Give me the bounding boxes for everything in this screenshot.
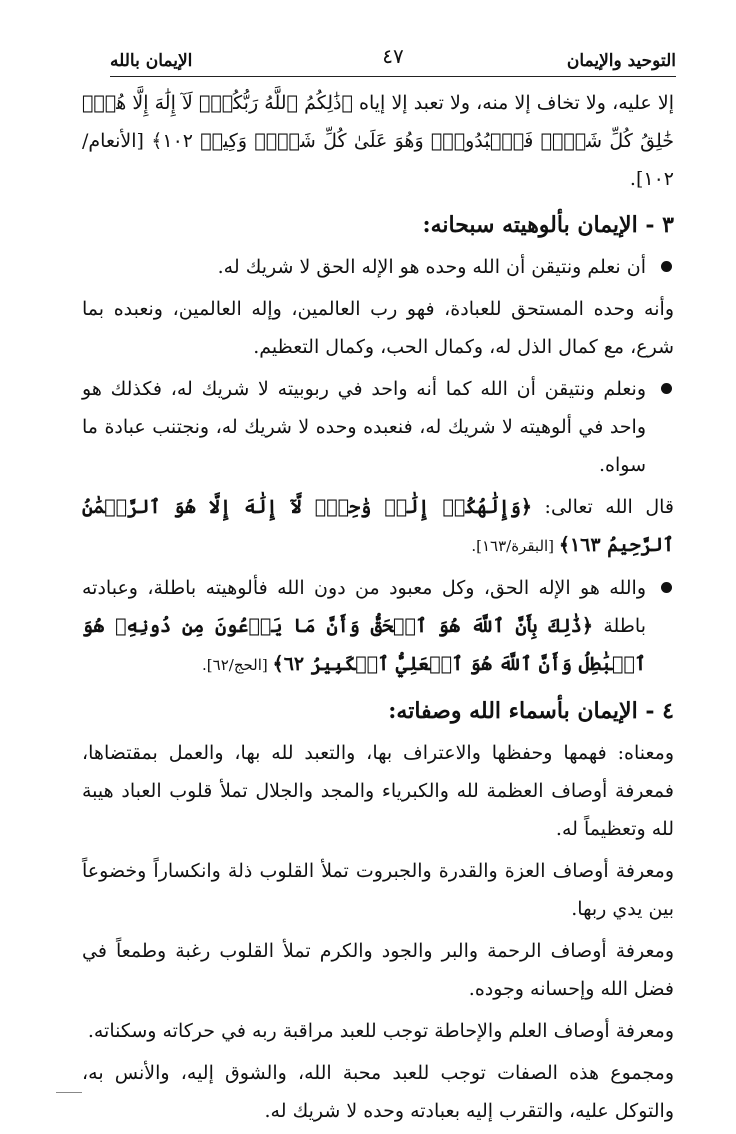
section-title: الإيمان بالله <box>110 51 193 71</box>
paragraph-might: ومعرفة أوصاف العزة والقدرة والجبروت تملأ القلوب ذلة وانكساراً وخضوعاً بين يدي ربها. <box>82 860 674 920</box>
bullet-dot-icon <box>661 261 672 272</box>
page-header <box>110 40 676 77</box>
verse-reference: [الحج/٦٢]. <box>202 656 273 674</box>
bullet-dot-icon <box>661 383 672 394</box>
chapter-title: التوحيد والإيمان <box>566 51 676 71</box>
paragraph-quote <box>82 488 674 565</box>
heading-names-attributes: ٤ - الإيمان بأسماء الله وصفاته: <box>388 698 674 724</box>
footer-rule <box>56 1092 82 1093</box>
page-body <box>82 84 674 1134</box>
bullet-item <box>82 370 674 484</box>
page-number: ٤٧ <box>382 44 404 68</box>
verse-reference: [البقرة/١٦٣]. <box>471 537 559 555</box>
heading-uluhiyyah: ٣ - الإيمان بألوهيته سبحانه: <box>422 212 674 238</box>
bullet-text: ونعلم ونتيقن أن الله كما أنه واحد في ربوبيته لا شريك له، فكذلك هو واحد في ألوهيته لا شريك له، فنعبده وحده لا شريك له، ونجتنب عبادة ما سواه. <box>82 378 646 476</box>
paragraph-knowledge: ومعرفة أوصاف العلم والإحاطة توجب للعبد مراقبة ربه في حركاته وسكناته. <box>87 1020 674 1042</box>
paragraph-worship: وأنه وحده المستحق للعبادة، فهو رب العالمين، وإله العالمين، ونعبده بما شرع، مع كمال الذل له، وكمال الحب، وكمال التعظيم. <box>82 298 674 358</box>
quran-verse: ﴿ذَٰلِكَ بِأَنَّ ٱللَّهَ هُوَ ٱلۡحَقُّ وَأَنَّ مَا يَدۡعُونَ مِن دُونِهِۦ هُوَ ٱلۡبَٰطِلُ وَأَنَّ ٱللَّهَ هُوَ ٱلۡعَلِيُّ ٱلۡكَبِيرُ ٦٢﴾ <box>82 615 646 675</box>
bullet-item <box>82 248 674 286</box>
paragraph-intro: إلا عليه، ولا تخاف إلا منه، ولا تعبد إلا إياه ﴿ذَٰلِكُمُ ٱللَّهُ رَبُّكُمۡۖ لَآ إِلَٰهَ إِلَّا هُوَۖ خَٰلِقُ كُلِّ شَيۡءٖ فَٱعۡبُدُوهُۚ وَهُوَ عَلَىٰ كُلِّ شَيۡءٖ وَكِيلٞ ١٠٢﴾ [الأنعام/١٠٢]. <box>82 92 674 190</box>
paragraph-mercy: ومعرفة أوصاف الرحمة والبر والجود والكرم تملأ القلوب رغبة وطمعاً في فضل الله وإحسانه وجوده. <box>82 940 674 1000</box>
bullet-text: والله هو الإله الحق، وكل معبود من دون الله فألوهيته باطلة، وعبادته باطلة <box>82 577 647 637</box>
quran-verse: ﴿وَإِلَٰهُكُمۡ إِلَٰهٞ وَٰحِدٞۖ لَّآ إِلَٰهَ إِلَّا هُوَ ٱلرَّحۡمَٰنُ ٱلرَّحِيمُ ١٦٣﴾ <box>82 496 674 556</box>
paragraph-summary: ومجموع هذه الصفات توجب للعبد محبة الله، والشوق إليه، والأنس به، والتوكل عليه، والتقرب إليه بعبادته وحده لا شريك له. <box>82 1062 674 1122</box>
bullet-dot-icon <box>661 582 672 593</box>
bullet-item <box>82 569 674 684</box>
paragraph-meaning: ومعناه: فهمها وحفظها والاعتراف بها، والتعبد لله بها، والعمل بمقتضاها، فمعرفة أوصاف العظمة لله والكبرياء والمجد والجلال تملأ قلوب العباد هيبة لله وتعظيماً له. <box>82 742 674 840</box>
quote-intro: قال الله تعالى: <box>532 496 674 518</box>
bullet-text: أن نعلم ونتيقن أن الله وحده هو الإله الحق لا شريك له. <box>217 256 646 278</box>
